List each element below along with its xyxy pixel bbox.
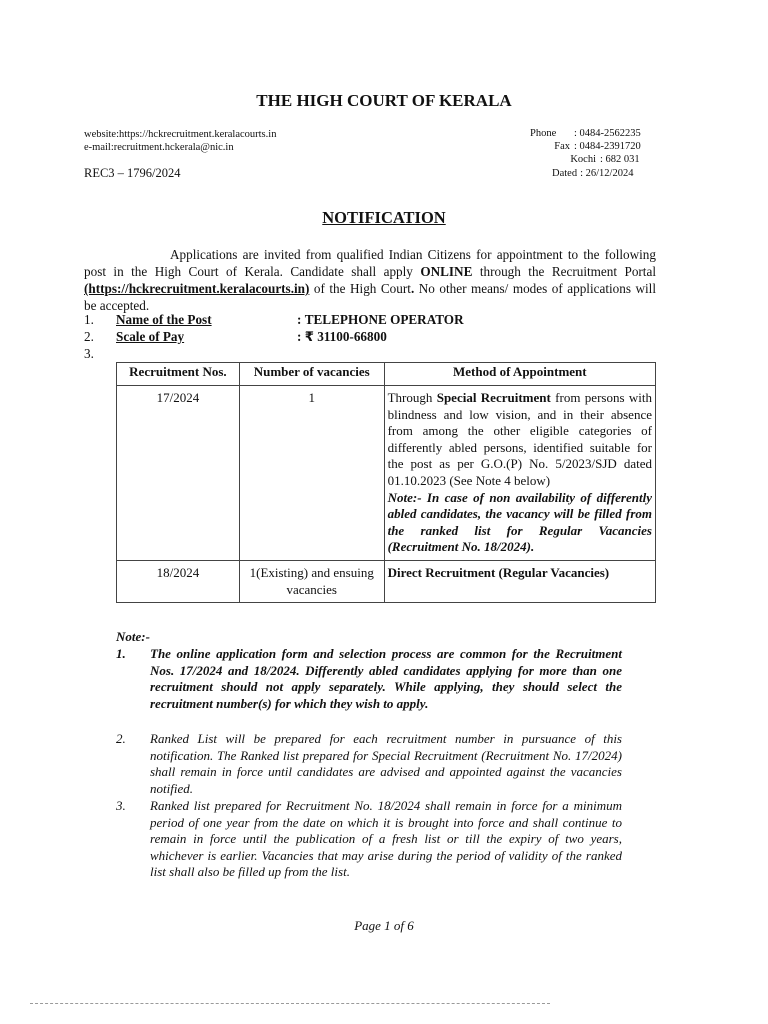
item-three [84, 346, 116, 362]
notes-heading: Note:- [116, 629, 150, 644]
dated-row [552, 167, 656, 180]
item-scale-of-pay [84, 329, 387, 345]
intro-paragraph [84, 246, 656, 314]
item-key: Scale of Pay [116, 329, 185, 344]
method-note: Note:- In case of non availability of differently abled candidates, the vacancy will be filled from the ranked list for Regular Vacancies (Recruitment No. 18/2024). [387, 489, 652, 555]
table-row [117, 386, 656, 561]
item-post-name [84, 312, 464, 328]
method-through: Through [387, 390, 437, 405]
city-label: Kochi [570, 154, 596, 165]
item-colon: : [297, 312, 302, 327]
page-number: Page 1 of 6 [354, 918, 414, 933]
note-item [116, 646, 622, 712]
dated-value: : 26/12/2024 [580, 168, 634, 179]
method-rest: from persons with blindness and low vision, and in their absence from among the other eligible categories of differently abled persons, identified suitable for the post as per G.O.(P) No. 5/2023/SJD dated 01.10.2023 (See Note 4 below) [387, 390, 652, 488]
cell-recruitment-no: 17/2024 [117, 386, 240, 561]
notification-heading: NOTIFICATION [322, 208, 446, 227]
cell-method [384, 386, 655, 561]
note-text: The online application form and selection process are common for the Recruitment Nos. 17/2024 and 18/2024. Differently abled candidates applying for more than one recruitment should not apply separately. While applying, they should select the recruitment number(s) for which they wish to apply. [150, 646, 622, 711]
document-title: THE HIGH COURT OF KERALA [256, 91, 512, 110]
note-number: 2. [116, 731, 126, 746]
note-text: Ranked list prepared for Recruitment No. 18/2024 shall remain in force for a minimum period of one year from the date on which it is brought into force and shall continue to remain in force until the publication of a fresh list or till the expiry of two years, whichever is earlier. Vacancies that may arise during the period of validity of the ranked list shall also be filled up from the list. [150, 798, 622, 880]
phone-label: Phone [530, 128, 557, 139]
method-special: Special Recruitment [436, 390, 551, 405]
cell-method: Direct Recruitment (Regular Vacancies) [384, 560, 655, 602]
item-key: Name of the Post [116, 312, 212, 327]
item-colon: : [297, 329, 302, 344]
dated-label: Dated [552, 168, 578, 179]
intro-text-2: through the Recruitment Portal [472, 264, 656, 279]
scan-edge-divider [30, 1003, 550, 1004]
recruitment-table [116, 362, 656, 603]
header-method-of-appointment: Method of Appointment [384, 363, 655, 386]
phone-value: : 0484-2562235 [574, 128, 641, 139]
note-text: Ranked List will be prepared for each recruitment number in pursuance of this notification. The Ranked list prepared for Special Recruitment (Recruitment No. 17/2024) shall remain in force until candidates are advised and appointed against the vacancies notified. [150, 731, 622, 796]
contact-web-block [84, 128, 276, 154]
table-header-row [117, 363, 656, 386]
cell-vacancies: 1 [239, 386, 384, 561]
table-row [117, 560, 656, 602]
item-number: 1. [84, 312, 94, 327]
intro-online: ONLINE [420, 264, 473, 279]
phone-row [500, 127, 656, 140]
reference-number: REC3 – 1796/2024 [84, 166, 181, 180]
intro-period: . [410, 281, 415, 296]
intro-text-3: of the High Court [309, 281, 411, 296]
city-value: : 682 031 [600, 154, 640, 165]
note-number: 3. [116, 798, 126, 813]
item-number: 2. [84, 329, 94, 344]
item-value: TELEPHONE OPERATOR [304, 312, 464, 327]
header-number-of-vacancies: Number of vacancies [239, 363, 384, 386]
intro-text-1: Applications are invited from qualified Indian Citizens for appointment to the following post in the High Court of Kerala. Candidate shall apply [84, 247, 656, 279]
item-value: 31100-66800 [317, 329, 387, 344]
fax-row [500, 140, 656, 153]
portal-link[interactable]: (https://hckrecruitment.keralacourts.in) [84, 281, 310, 296]
item-number: 3. [84, 346, 94, 361]
note-item [116, 731, 622, 797]
cell-vacancies: 1(Existing) and ensuing vacancies [239, 560, 384, 602]
fax-label: Fax [554, 141, 570, 152]
rupee-icon: ₹ [304, 330, 314, 345]
intro-text-4: No other means/ modes of applications will be accepted. [84, 281, 656, 313]
city-row [500, 153, 656, 166]
note-number: 1. [116, 646, 126, 661]
cell-recruitment-no: 18/2024 [117, 560, 240, 602]
contact-phone-block [500, 127, 656, 166]
email-text: e-mail:recruitment.hckerala@nic.in [84, 142, 234, 153]
fax-value: : 0484-2391720 [574, 141, 641, 152]
note-item [116, 798, 622, 881]
website-text: website:https://hckrecruitment.keralacourts.in [84, 129, 277, 140]
header-recruitment-nos: Recruitment Nos. [117, 363, 240, 386]
